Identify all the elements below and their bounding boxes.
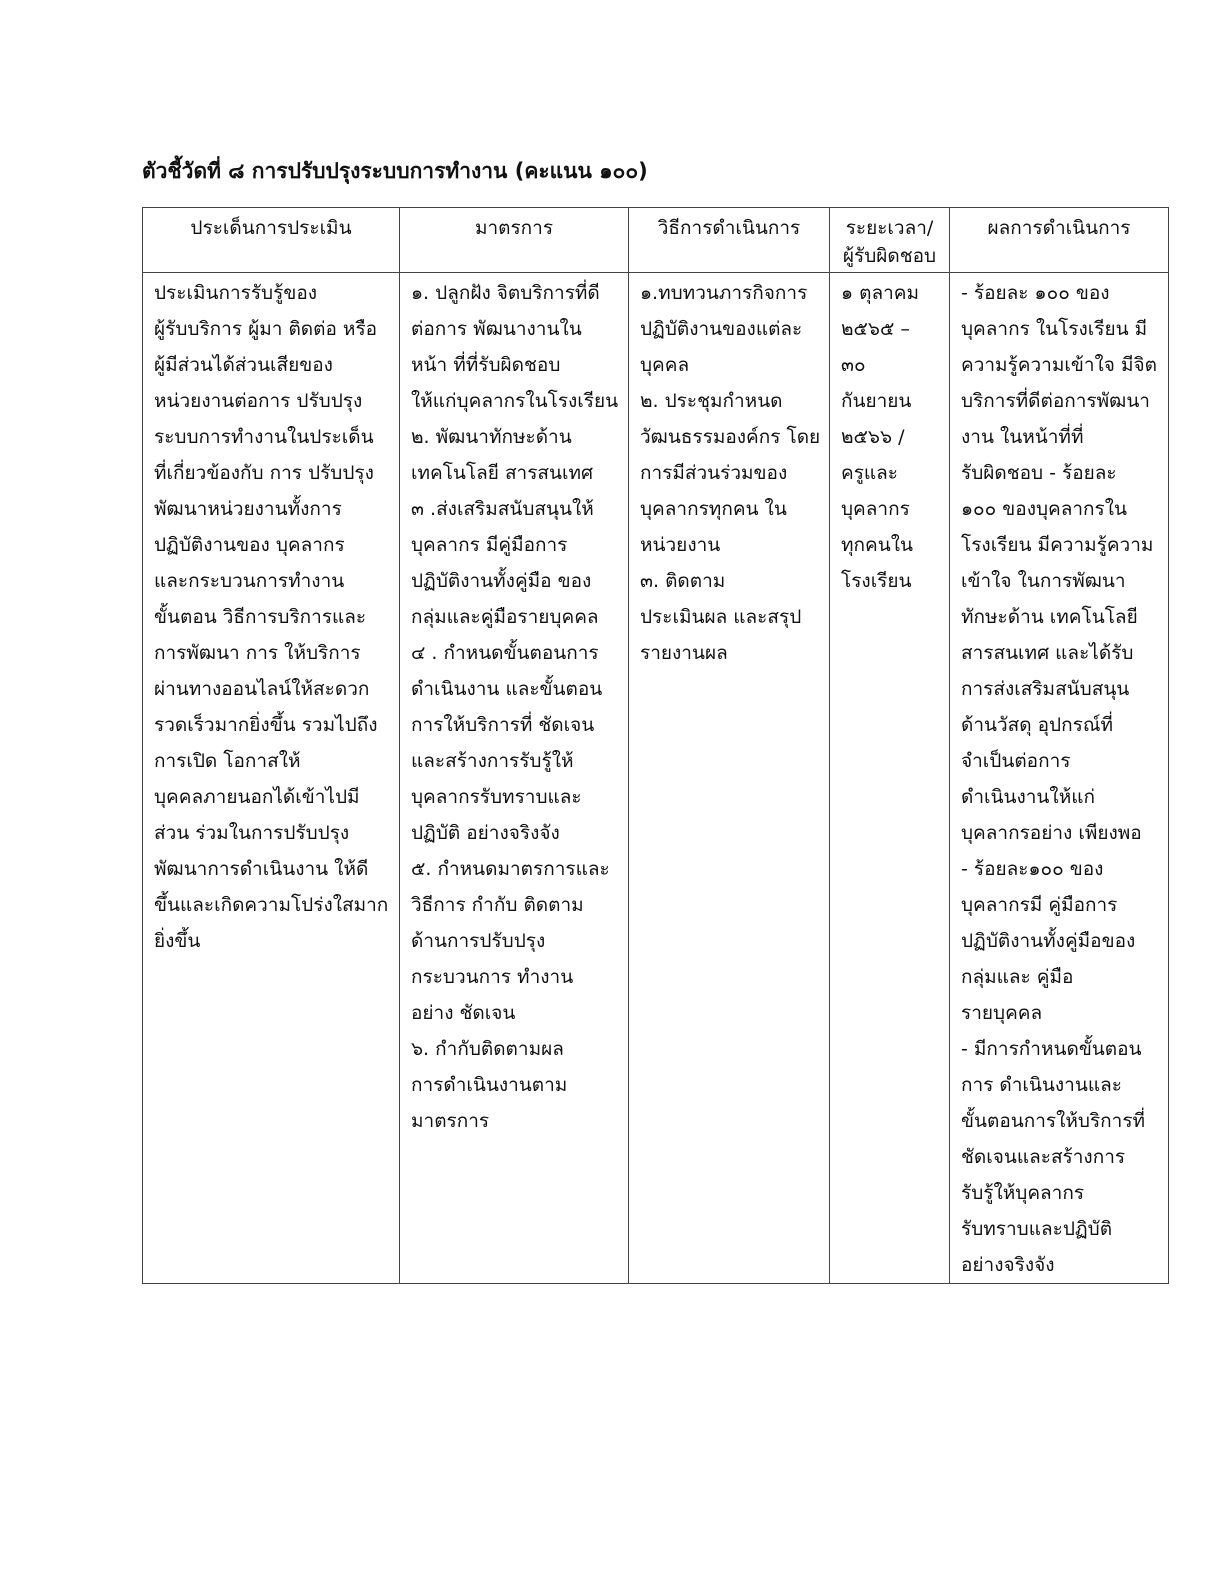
text-line: บุคลากรรับทราบและ	[411, 786, 582, 808]
text-line: ทุกคนใน	[841, 534, 913, 556]
cell-results	[950, 273, 1169, 1284]
text-line: ให้แก่บุคลากรในโรงเรียน	[411, 390, 619, 412]
text-line: บุคลากร มีคู่มือการ	[411, 534, 568, 556]
text-line: รวดเร็วมากยิ่งขึ้น รวมไปถึง	[154, 714, 378, 736]
text-line: ด้านการปรับปรุง	[411, 930, 546, 952]
text-line: ผ่านทางออนไลน์ให้สะดวก	[154, 678, 370, 700]
text-line: ปฏิบัติงานทั้งคู่มือของ	[961, 930, 1136, 952]
text-line: บุคลากร ในโรงเรียน มี	[961, 318, 1148, 340]
text-line: รับรู้ให้บุคลากร	[961, 1182, 1085, 1204]
text-line: ประเมินผล และสรุป	[640, 606, 802, 628]
text-line: ๒. ประชุมกำหนด	[640, 390, 783, 412]
text-line: ขั้นตอน วิธีการบริการและ	[154, 606, 367, 628]
text-line: พัฒนาการดำเนินงาน ให้ดี	[154, 858, 369, 880]
text-line: ๒๕๖๕ –	[841, 318, 910, 340]
text-line: การให้บริการที่ ชัดเจน	[411, 714, 595, 736]
text-line: บุคลากรมี คู่มือการ	[961, 894, 1118, 916]
text-line: รับทราบและปฏิบัติ	[961, 1218, 1113, 1240]
text-line: บุคลากร	[841, 498, 910, 520]
cell-implementation-method	[629, 273, 830, 1284]
text-line: ๑. ปลูกฝัง จิตบริการที่ดี	[411, 282, 600, 304]
header-measures	[400, 208, 629, 273]
text-line: มาตรการ	[411, 1110, 490, 1132]
table-row	[143, 273, 1169, 1284]
text-line: วัฒนธรรมองค์กร โดย	[640, 426, 821, 448]
text-line: เข้าใจ ในการพัฒนา	[961, 570, 1126, 592]
text-line: วิธีการ กำกับ ติดตาม	[411, 894, 584, 916]
text-line: ทักษะด้าน เทคโนโลยี	[961, 606, 1138, 628]
text-line: ระบบการทำงานในประเด็น	[154, 426, 374, 448]
text-line: ๒. พัฒนาทักษะด้าน	[411, 426, 572, 448]
text-line: ประเมินการรับรู้ของ	[154, 282, 318, 304]
text-line: - ร้อยละ๑๐๐ ของ	[961, 858, 1104, 880]
text-line: ประเด็นการประเมิน	[190, 217, 352, 239]
text-line: ๒๕๖๖ /	[841, 426, 905, 448]
text-line: และสร้างการรับรู้ให้	[411, 750, 574, 772]
text-line: การดำเนินงานตาม	[411, 1074, 568, 1096]
text-line: รับผิดชอบ - ร้อยละ	[961, 462, 1117, 484]
text-line: อย่างจริงจัง	[961, 1254, 1055, 1276]
text-line: งาน ในหน้าที่ที่	[961, 426, 1084, 448]
text-line: การพัฒนา การ ให้บริการ	[154, 642, 361, 664]
text-line: ชัดเจนและสร้างการ	[961, 1146, 1126, 1168]
text-line: และกระบวนการทำงาน	[154, 570, 345, 592]
header-implementation-method	[629, 208, 830, 273]
text-line: โรงเรียน มีความรู้ความ	[961, 534, 1154, 556]
text-line: ผู้มีส่วนได้ส่วนเสียของ	[154, 354, 333, 376]
text-line: ปฏิบัติงานของ บุคลากร	[154, 534, 345, 556]
page-title: ตัวชี้วัดที่ ๘ การปรับปรุงระบบการทำงาน (คะแนน ๑๐๐)	[142, 159, 648, 183]
text-line: เทคโนโลยี สารสนเทศ	[411, 462, 594, 484]
header-results	[950, 208, 1169, 273]
text-line: รายงานผล	[640, 642, 728, 664]
text-line: ปฏิบัติ อย่างจริงจัง	[411, 822, 560, 844]
cell-period-responsible	[830, 273, 950, 1284]
text-line: ความรู้ความเข้าใจ มีจิต	[961, 354, 1157, 376]
text-line: ๖. กำกับติดตามผล	[411, 1038, 564, 1060]
text-line: จำเป็นต่อการ	[961, 750, 1071, 772]
text-line: ๓๐	[841, 354, 866, 376]
header-assessment-issue	[143, 208, 400, 273]
text-line: หน่วยงานต่อการ ปรับปรุง	[154, 390, 363, 412]
text-line: ผู้รับบริการ ผู้มา ติดต่อ หรือ	[154, 318, 378, 340]
text-line: ส่วน ร่วมในการปรับปรุง	[154, 822, 350, 844]
text-line: ผลการดำเนินการ	[987, 217, 1131, 239]
text-line: สารสนเทศ และได้รับ	[961, 642, 1134, 664]
text-line: โรงเรียน	[841, 570, 912, 592]
text-line: บริการที่ดีต่อการพัฒนา	[961, 390, 1150, 412]
text-line: ปฏิบัติงานของแต่ละ	[640, 318, 803, 340]
text-line: กลุ่มและ คู่มือ	[961, 966, 1074, 988]
text-line: ๑ ตุลาคม	[841, 282, 919, 304]
text-line: - มีการกำหนดขั้นตอน	[961, 1038, 1142, 1060]
text-line: ดำเนินงานให้แก่	[961, 786, 1095, 808]
cell-assessment-issue	[143, 273, 400, 1284]
text-line: บุคคลภายนอกได้เข้าไปมี	[154, 786, 360, 808]
text-line: ๑๐๐ ของบุคลากรใน	[961, 498, 1128, 520]
text-line: ๑.ทบทวนภารกิจการ	[640, 282, 808, 304]
header-period-responsible	[830, 208, 950, 273]
text-line: กระบวนการ ทำงาน	[411, 966, 574, 988]
text-line: ที่เกี่ยวข้องกับ การ ปรับปรุง	[154, 462, 374, 484]
text-line: บุคคล	[640, 354, 690, 376]
text-line: วิธีการดำเนินการ	[657, 217, 801, 239]
text-line: ๕. กำหนดมาตรการและ	[411, 858, 610, 880]
text-line: ต่อการ พัฒนางานใน	[411, 318, 582, 340]
text-line: บุคลากรอย่าง เพียงพอ	[961, 822, 1142, 844]
text-line: ๓. ติดตาม	[640, 570, 726, 592]
text-line: หน่วยงาน	[640, 534, 721, 556]
table-header-row	[143, 208, 1169, 273]
text-line: ระยะเวลา/	[845, 217, 934, 239]
cell-measures	[400, 273, 629, 1284]
text-line: กลุ่มและคู่มือรายบุคคล	[411, 606, 599, 628]
text-line: ปฏิบัติงานทั้งคู่มือ ของ	[411, 570, 592, 592]
text-line: กันยายน	[841, 390, 912, 412]
text-line: - ร้อยละ ๑๐๐ ของ	[961, 282, 1110, 304]
text-line: ๓ .ส่งเสริมสนับสนุนให้	[411, 498, 594, 520]
text-line: ด้านวัสดุ อุปกรณ์ที่	[961, 714, 1113, 736]
indicator-table	[142, 207, 1169, 1284]
text-line: มาตรการ	[474, 217, 554, 239]
text-line: บุคลากรทุกคน ใน	[640, 498, 787, 520]
text-line: ดำเนินงาน และขั้นตอน	[411, 678, 603, 700]
text-line: การส่งเสริมสนับสนุน	[961, 678, 1130, 700]
text-line: การมีส่วนร่วมของ	[640, 462, 788, 484]
text-line: ขั้นตอนการให้บริการที่	[961, 1110, 1146, 1132]
text-line: ผู้รับผิดชอบ	[842, 245, 937, 267]
text-line: ครูและ	[841, 462, 899, 484]
text-line: อย่าง ชัดเจน	[411, 1002, 516, 1024]
text-line: การเปิด โอกาสให้	[154, 750, 301, 772]
text-line: หน้า ที่ที่รับผิดชอบ	[411, 354, 561, 376]
text-line: ขึ้นและเกิดความโปร่งใสมาก	[154, 894, 389, 916]
text-line: ยิ่งขึ้น	[154, 930, 201, 952]
text-line: ๔ . กำหนดขั้นตอนการ	[411, 642, 599, 664]
text-line: การ ดำเนินงานและ	[961, 1074, 1122, 1096]
text-line: รายบุคคล	[961, 1002, 1043, 1024]
text-line: พัฒนาหน่วยงานทั้งการ	[154, 498, 342, 520]
